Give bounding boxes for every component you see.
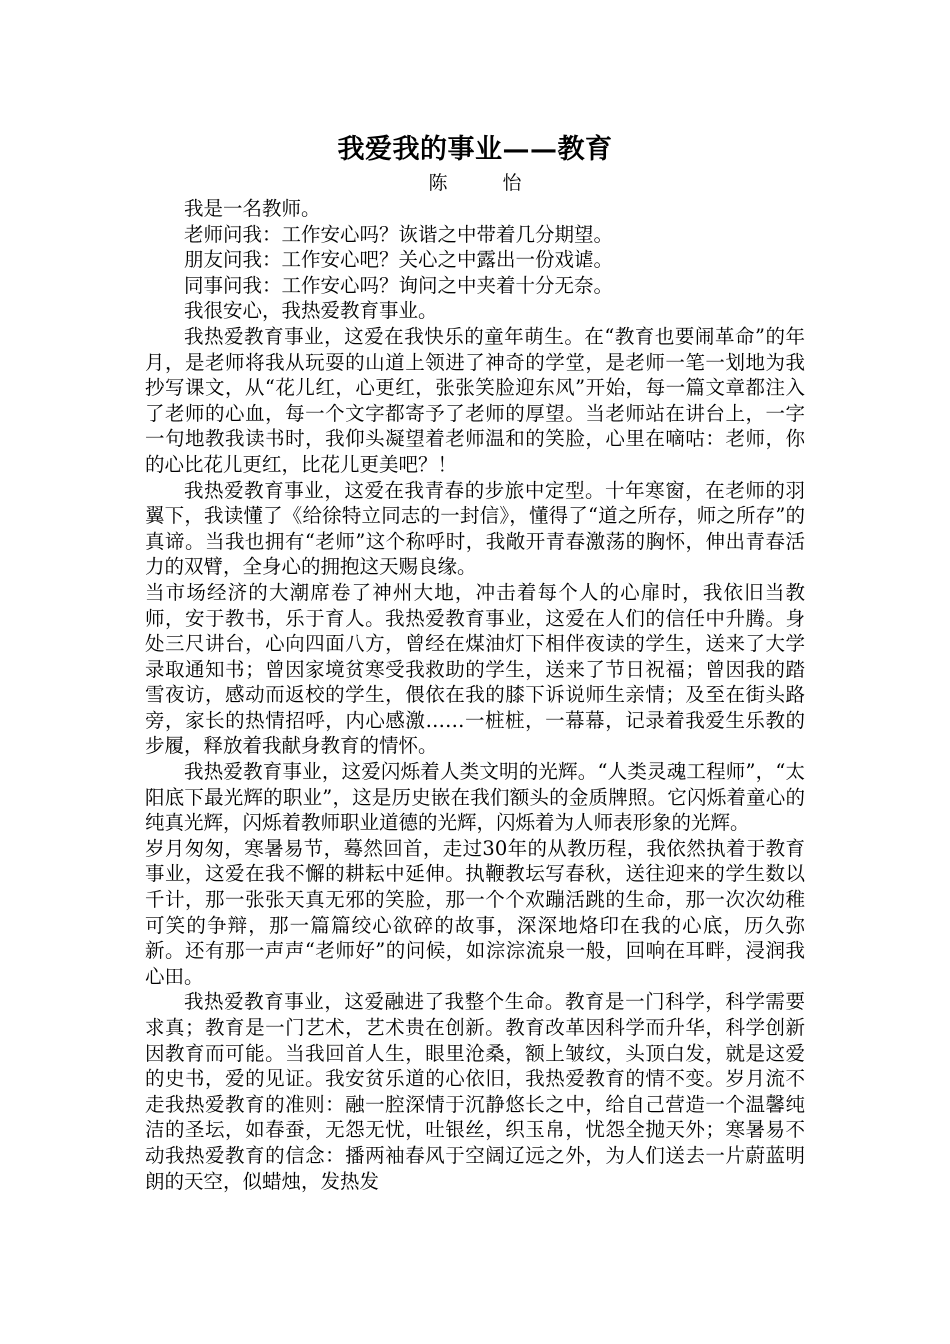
paragraph: 同事问我：工作安心吗？询问之中夹着十分无奈。 [184,273,614,297]
paragraph: 我热爱教育事业，这爱在我快乐的童年萌生。在“教育也要闹革命”的年月，是老师将我从玩耍的山道上领进了神奇的学堂，是老师一笔一划地为我抄写课文，从“花儿红，心更红，张张笑脸迎东风”开始，每一篇文章都注入了老师的心血，每一个文字都寄予了老师的厚望。当老师站在讲台上，一字一句地教我读书时，我仰头凝望着老师温和的笑脸，心里在嘀咕：老师，你的心比花儿更红，比花儿更美吧？！ [145,324,805,476]
paragraph: 岁月匆匆，寒暑易节，蓦然回首，走过30年的从教历程，我依然执着于教育事业，这爱在我不懈的耕耘中延伸。执鞭教坛写春秋，送往迎来的学生数以千计，那一张张天真无邪的笑脸，那一个个欢蹦活跳的生命，那一次次幼稚可笑的争辩，那一篇篇绞心欲碎的故事，深深地烙印在我的心底，历久弥新。还有那一声声“老师好”的问候，如淙淙流泉一般，回响在耳畔，浸润我心田。 [145,836,805,988]
document-page [145,130,805,1194]
document-author: 陈 怡 [428,172,540,194]
document-body [145,196,805,1194]
paragraph: 我很安心，我热爱教育事业。 [184,299,438,323]
paragraph: 我热爱教育事业，这爱闪烁着人类文明的光辉。“人类灵魂工程师”，“太阳底下最光辉的职业”，这是历史嵌在我们额头的金质牌照。它闪烁着童心的纯真光辉，闪烁着教师职业道德的光辉，闪烁着为人师表形象的光辉。 [145,760,805,835]
paragraph: 老师问我：工作安心吗？诙谐之中带着几分期望。 [184,222,614,246]
paragraph: 当市场经济的大潮席卷了神州大地，冲击着每个人的心扉时，我依旧当教师，安于教书，乐于育人。我热爱教育事业，这爱在人们的信任中升腾。身处三尺讲台，心向四面八方，曾经在煤油灯下相伴夜读的学生，送来了大学录取通知书；曾因家境贫寒受我救助的学生，送来了节日祝福；曾因我的踏雪夜访，感动而返校的学生，偎依在我的膝下诉说师生亲情；及至在街头路旁，家长的热情招呼，内心感激……一桩桩，一幕幕，记录着我爱生乐教的步履，释放着我献身教育的情怀。 [145,580,805,758]
paragraph: 我热爱教育事业，这爱融进了我整个生命。教育是一门科学，科学需要求真；教育是一门艺术，艺术贵在创新。教育改革因科学而升华，科学创新因教育而可能。当我回首人生，眼里沧桑，额上皱纹，头顶白发，就是这爱的史书，爱的见证。我安贫乐道的心依旧，我热爱教育的情不变。岁月流不走我热爱教育的准则：融一腔深情于沉静悠长之中，给自己营造一个温馨纯洁的圣坛，如春蚕，无怨无忧，吐银丝，织玉帛，忧怨全抛天外；寒暑易不动我热爱教育的信念：播两袖春风于空阔辽远之外，为人们送去一片蔚蓝明朗的天空，似蜡烛，发热发 [145,990,805,1193]
paragraph: 我是一名教师。 [184,197,321,220]
paragraph: 朋友问我：工作安心吧？关心之中露出一份戏谑。 [184,248,614,272]
document-title: 我爱我的事业——教育 [337,134,613,165]
paragraph: 我热爱教育事业，这爱在我青春的步旅中定型。十年寒窗，在老师的羽翼下，我读懂了《给徐特立同志的一封信》，懂得了“道之所存，师之所存”的真谛。当我也拥有“老师”这个称呼时，我敞开青春激荡的胸怀，伸出青春活力的双臂，全身心的拥抱这天赐良缘。 [145,478,805,579]
